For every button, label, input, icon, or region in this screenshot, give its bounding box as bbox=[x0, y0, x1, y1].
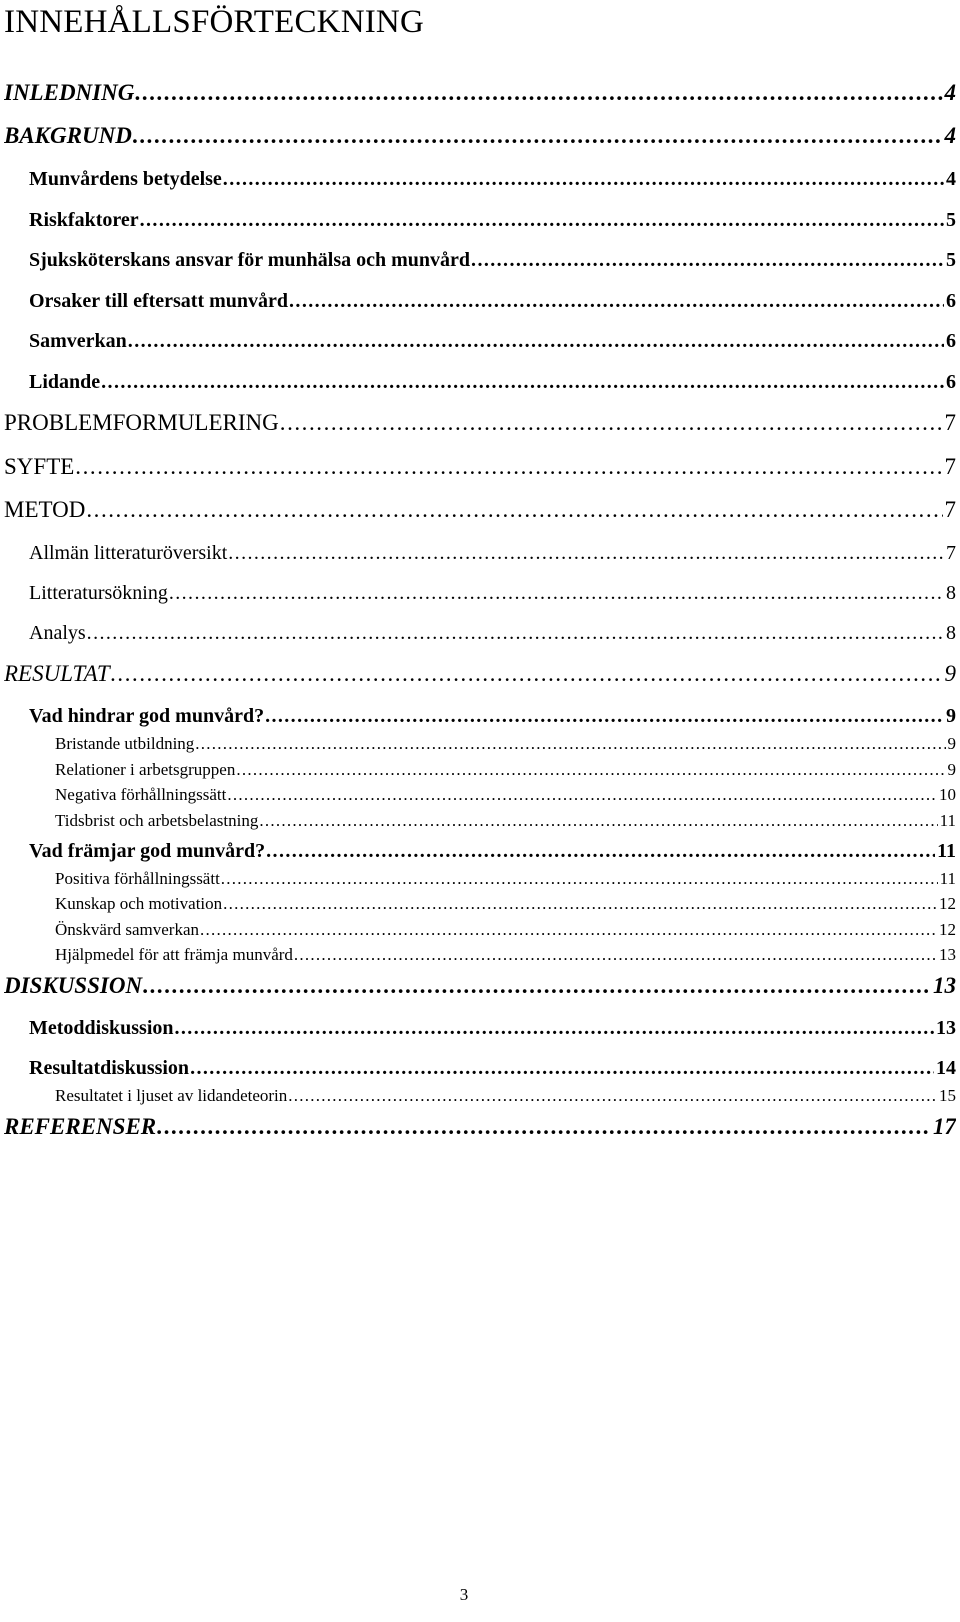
toc-entry-page: 13 bbox=[933, 973, 956, 998]
toc-entry-label: DISKUSSION bbox=[4, 973, 143, 998]
toc-entry[interactable] bbox=[29, 542, 956, 565]
toc-entry[interactable] bbox=[55, 785, 956, 805]
toc-entry-label: METOD bbox=[4, 497, 86, 522]
toc-leader-dots bbox=[288, 1086, 937, 1106]
toc-entry-label: RESULTAT bbox=[4, 661, 110, 686]
toc-entry-label: Positiva förhållningssätt bbox=[55, 869, 220, 888]
toc-leader-dots bbox=[128, 330, 944, 353]
toc-entry-page: 17 bbox=[933, 1114, 956, 1139]
toc-entry-label: Sjuksköterskans ansvar för munhälsa och munvård bbox=[29, 249, 471, 271]
toc-entry[interactable] bbox=[4, 454, 956, 480]
toc-entry-page: 8 bbox=[946, 582, 956, 604]
toc-entry-label: Önskvärd samverkan bbox=[55, 920, 199, 939]
toc-leader-dots bbox=[75, 454, 942, 480]
toc-entry-label: Resultatet i ljuset av lidandeteorin bbox=[55, 1086, 288, 1105]
toc-entry-page: 6 bbox=[946, 290, 956, 312]
toc-entry[interactable] bbox=[4, 661, 956, 687]
toc-entry[interactable] bbox=[29, 249, 956, 272]
page-title: INNEHÅLLSFÖRTECKNING bbox=[4, 4, 424, 40]
toc-entry-page: 5 bbox=[946, 249, 956, 271]
toc-entry-page: 5 bbox=[946, 209, 956, 231]
toc-entry-label: Kunskap och motivation bbox=[55, 894, 223, 913]
toc-entry[interactable] bbox=[29, 209, 956, 232]
toc-entry[interactable] bbox=[29, 622, 956, 645]
toc-leader-dots bbox=[143, 973, 931, 999]
toc-entry-page: 9 bbox=[947, 760, 956, 779]
toc-entry-label: Lidande bbox=[29, 371, 101, 393]
toc-entry[interactable] bbox=[55, 811, 956, 831]
toc-entry-label: Samverkan bbox=[29, 330, 127, 352]
toc-entry-label: PROBLEMFORMULERING bbox=[4, 410, 279, 435]
toc-entry[interactable] bbox=[55, 920, 956, 940]
page-number: 3 bbox=[459, 1585, 469, 1604]
toc-leader-dots bbox=[227, 785, 937, 805]
toc-entry-page: 7 bbox=[946, 542, 956, 564]
toc-entry-label: SYFTE bbox=[4, 454, 75, 479]
toc-entry-label: Negativa förhållningssätt bbox=[55, 785, 227, 804]
toc-leader-dots bbox=[140, 209, 944, 232]
toc-entry-page: 11 bbox=[939, 811, 956, 830]
toc-entry-label: Analys bbox=[29, 622, 86, 644]
toc-entry-page: 12 bbox=[939, 920, 956, 939]
toc-entry-page: 13 bbox=[936, 1017, 956, 1039]
toc-leader-dots bbox=[471, 249, 944, 272]
toc-entry-page: 4 bbox=[944, 80, 956, 105]
toc-entry[interactable] bbox=[55, 894, 956, 914]
toc-leader-dots bbox=[259, 811, 937, 831]
toc-entry[interactable] bbox=[4, 497, 956, 523]
toc-leader-dots bbox=[175, 1017, 935, 1040]
toc-leader-dots bbox=[221, 869, 938, 889]
toc-entry[interactable] bbox=[29, 371, 956, 394]
toc-leader-dots bbox=[86, 497, 942, 523]
toc-entry-label: BAKGRUND bbox=[4, 123, 132, 148]
toc-entry-label: Bristande utbildning bbox=[55, 734, 195, 753]
toc-leader-dots bbox=[236, 760, 945, 780]
toc-entry-page: 15 bbox=[939, 1086, 956, 1105]
toc-entry[interactable] bbox=[4, 410, 956, 436]
toc-entry-page: 13 bbox=[939, 945, 956, 964]
toc-entry[interactable] bbox=[4, 1114, 956, 1140]
toc-entry-label: Resultatdiskussion bbox=[29, 1057, 190, 1079]
toc-entry-label: Riskfaktorer bbox=[29, 209, 139, 231]
toc-leader-dots bbox=[87, 622, 944, 645]
toc-leader-dots bbox=[101, 371, 944, 394]
toc-entry-label: Vad främjar god munvård? bbox=[29, 840, 266, 862]
toc-leader-dots bbox=[133, 123, 943, 149]
toc-entry[interactable] bbox=[29, 705, 956, 728]
toc-entry[interactable] bbox=[29, 582, 956, 605]
toc-entry-page: 8 bbox=[946, 622, 956, 644]
toc-leader-dots bbox=[190, 1057, 934, 1080]
toc-entry-page: 9 bbox=[946, 705, 956, 727]
toc-entry-label: Orsaker till eftersatt munvård bbox=[29, 290, 289, 312]
toc-entry-page: 7 bbox=[944, 454, 956, 479]
toc-leader-dots bbox=[228, 542, 944, 565]
toc-entry-label: REFERENSER bbox=[4, 1114, 157, 1139]
toc-leader-dots bbox=[111, 661, 943, 687]
toc-entry-label: Tidsbrist och arbetsbelastning bbox=[55, 811, 259, 830]
toc-entry[interactable] bbox=[55, 734, 956, 754]
toc-leader-dots bbox=[169, 582, 944, 605]
toc-entry[interactable] bbox=[55, 945, 956, 965]
toc-entry-label: Litteratursökning bbox=[29, 582, 168, 604]
toc-entry-page: 11 bbox=[939, 869, 956, 888]
toc-entry-label: Munvårdens betydelse bbox=[29, 168, 222, 190]
toc-entry-label: Allmän litteraturöversikt bbox=[29, 542, 228, 564]
toc-entry[interactable] bbox=[4, 80, 956, 106]
toc-leader-dots bbox=[266, 840, 935, 863]
toc-entry-label: INLEDNING bbox=[4, 80, 135, 105]
toc-entry-page: 12 bbox=[939, 894, 956, 913]
toc-leader-dots bbox=[223, 894, 937, 914]
toc-entry-page: 4 bbox=[946, 168, 956, 190]
toc-leader-dots bbox=[135, 80, 942, 106]
toc-entry-page: 9 bbox=[947, 734, 956, 753]
toc-entry[interactable] bbox=[4, 973, 956, 999]
toc-entry-label: Metoddiskussion bbox=[29, 1017, 174, 1039]
toc-entry-label: Vad hindrar god munvård? bbox=[29, 705, 265, 727]
toc-entry[interactable] bbox=[29, 840, 956, 863]
toc-entry[interactable] bbox=[29, 1017, 956, 1040]
toc-entry[interactable] bbox=[55, 760, 956, 780]
toc-entry-page: 6 bbox=[946, 371, 956, 393]
toc-entry[interactable] bbox=[4, 123, 956, 149]
toc-entry[interactable] bbox=[55, 1086, 956, 1106]
toc-leader-dots bbox=[223, 168, 944, 191]
toc-entry-page: 14 bbox=[936, 1057, 956, 1079]
toc-leader-dots bbox=[294, 945, 937, 965]
toc-entry-label: Hjälpmedel för att främja munvård bbox=[55, 945, 293, 964]
toc-entry[interactable] bbox=[29, 330, 956, 353]
toc-entry-page: 7 bbox=[944, 497, 956, 522]
toc-entry[interactable] bbox=[29, 168, 956, 191]
toc-entry[interactable] bbox=[29, 1057, 956, 1080]
toc-entry-page: 9 bbox=[944, 661, 956, 686]
toc-leader-dots bbox=[195, 734, 945, 754]
toc-entry-page: 4 bbox=[944, 123, 956, 148]
toc-entry-page: 6 bbox=[946, 330, 956, 352]
toc-entry[interactable] bbox=[29, 290, 956, 313]
toc-entry-label: Relationer i arbetsgruppen bbox=[55, 760, 236, 779]
toc-entry[interactable] bbox=[55, 869, 956, 889]
toc-leader-dots bbox=[200, 920, 937, 940]
toc-entry-page: 10 bbox=[939, 785, 956, 804]
toc-entry-page: 7 bbox=[944, 410, 956, 435]
toc-leader-dots bbox=[289, 290, 944, 313]
toc-leader-dots bbox=[280, 410, 943, 436]
toc-leader-dots bbox=[265, 705, 944, 728]
toc-leader-dots bbox=[157, 1114, 931, 1140]
toc-entry-page: 11 bbox=[937, 840, 956, 862]
